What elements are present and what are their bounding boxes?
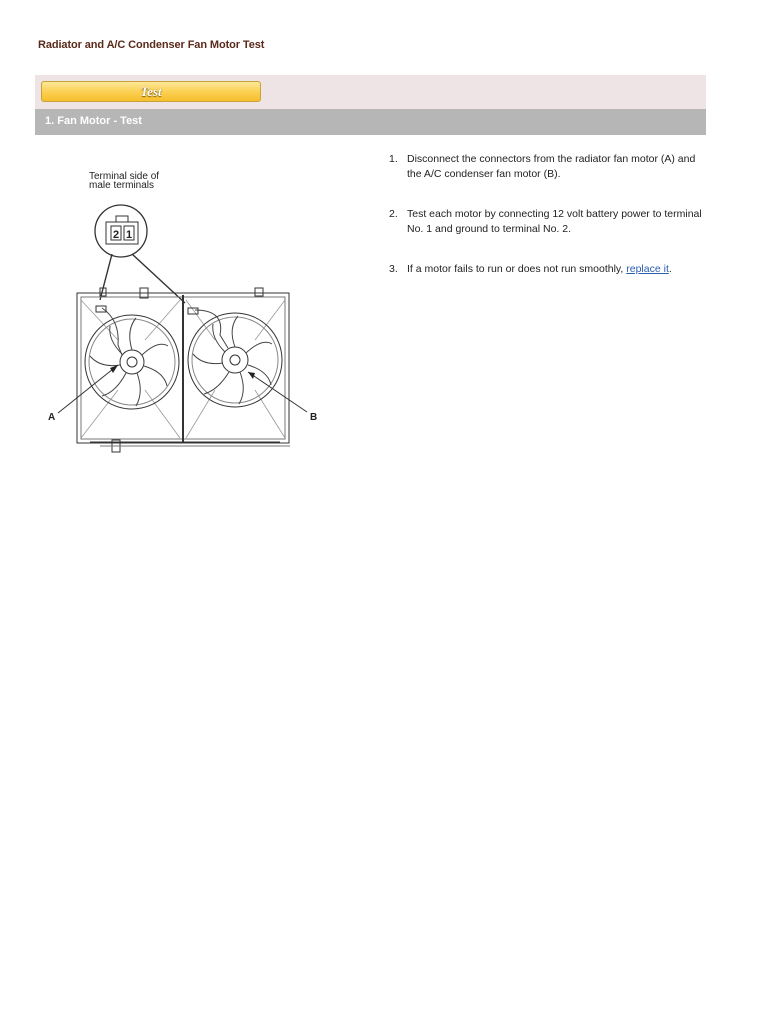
step-number: 2.: [389, 208, 398, 220]
test-steps: [389, 152, 709, 302]
step-item: [389, 152, 709, 182]
page-title: Radiator and A/C Condenser Fan Motor Test: [38, 39, 265, 51]
step-item: [389, 207, 709, 237]
terminal-2-label: 2: [113, 229, 120, 241]
test-button[interactable]: Test: [41, 81, 261, 102]
step-text: If a motor fails to run or does not run smoothly,: [407, 263, 627, 275]
callout-a: A: [48, 412, 56, 423]
fan-motor-illustration: [40, 160, 330, 460]
section-header-label: 1. Fan Motor - Test: [45, 115, 142, 127]
section-header: [35, 109, 706, 135]
step-number: 3.: [389, 263, 398, 275]
terminal-label-line2: male terminals: [89, 180, 155, 191]
step-suffix: .: [668, 263, 672, 275]
step-item: [389, 262, 709, 277]
step-number: 1.: [389, 153, 398, 165]
terminal-1-label: 1: [126, 229, 133, 241]
step-text: Test each motor by connecting 12 volt battery power to terminal No. 1 and ground to terminal No. 2.: [407, 208, 702, 235]
test-toolbar: [35, 75, 706, 109]
replace-it-link[interactable]: replace it: [626, 263, 669, 275]
fan-motor-diagram: [40, 160, 330, 460]
terminal-label-line1: Terminal side of: [89, 171, 160, 182]
callout-b: B: [310, 412, 318, 423]
step-text: Disconnect the connectors from the radiator fan motor (A) and the A/C condenser fan motor (B).: [407, 153, 696, 180]
